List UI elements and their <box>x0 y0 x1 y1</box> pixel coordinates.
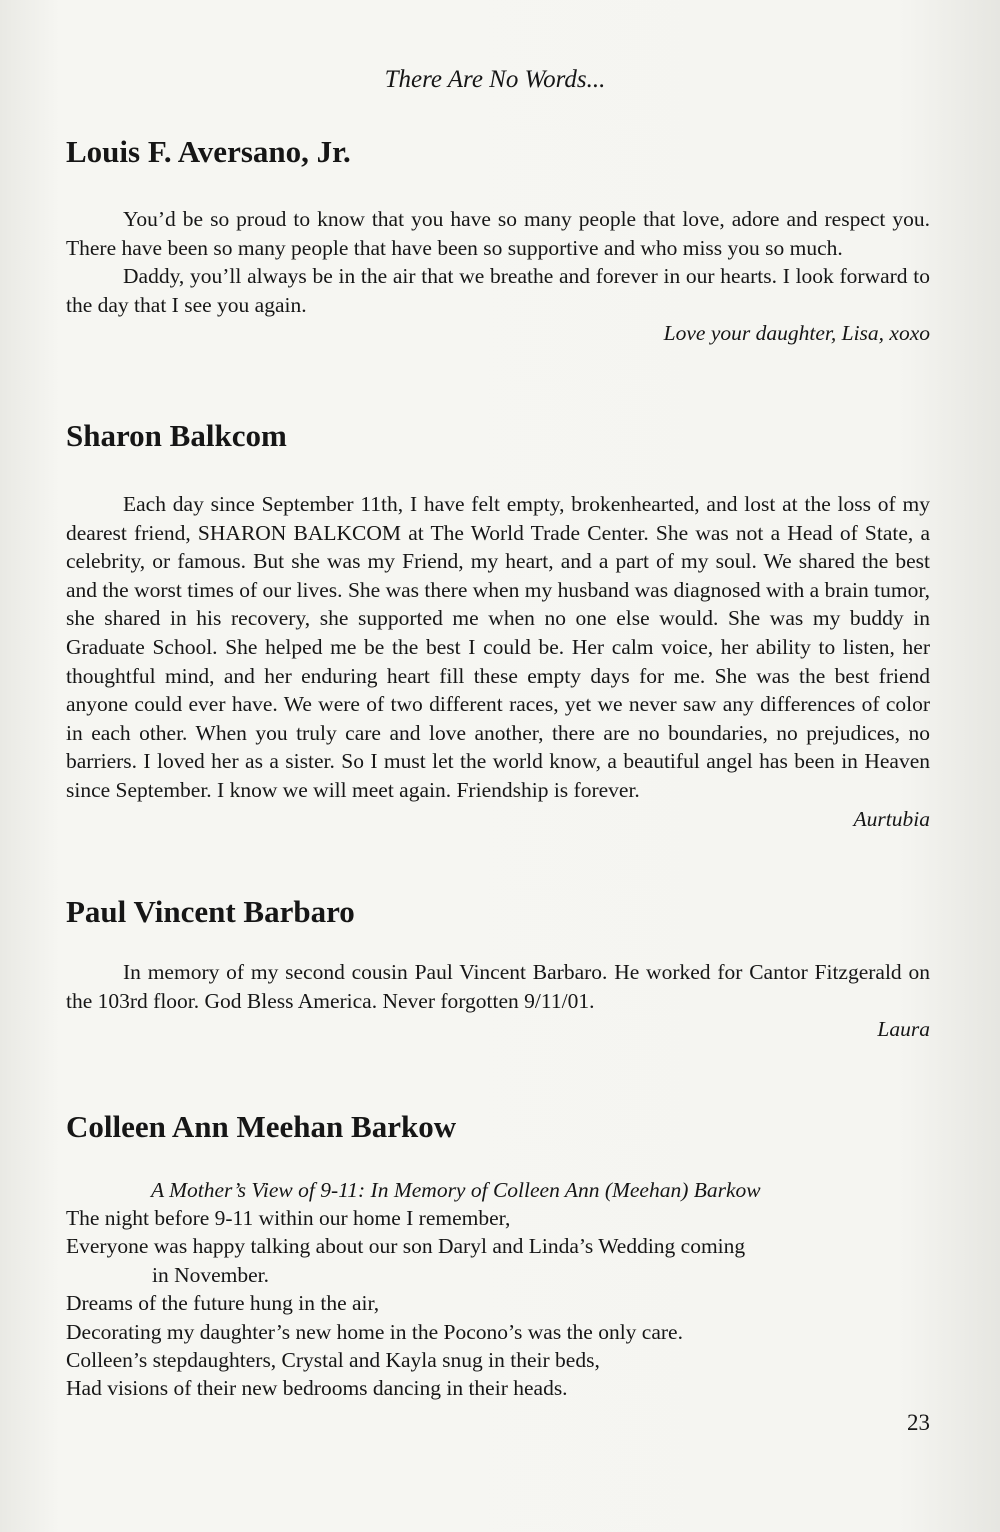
tribute-heading: Colleen Ann Meehan Barkow <box>66 1109 457 1144</box>
poem-line: The night before 9-11 within our home I remember, <box>66 1206 511 1230</box>
tribute-paragraph: In memory of my second cousin Paul Vincent Barbaro. He worked for Cantor Fitzgerald on the 103rd floor. God Bless America. Never forgotten 9/11/01. <box>66 960 930 1013</box>
tribute-aversano <box>66 133 930 347</box>
tribute-heading: Sharon Balkcom <box>66 418 287 453</box>
tribute-heading: Paul Vincent Barbaro <box>66 894 355 929</box>
tribute-barkow <box>66 1108 930 1403</box>
poem-line: Dreams of the future hung in the air, <box>66 1291 380 1316</box>
poem-line: in November. <box>152 1262 270 1287</box>
page-number: 23 <box>907 1410 930 1435</box>
tribute-paragraph: Each day since September 11th, I have felt empty, brokenhearted, and lost at the loss of my dearest friend, SHARON BALKCOM at The World Trade Center. She was not a Head of State, a celebrity, or famous. But she was my Friend, my heart, and a part of my soul. We shared the best and the worst times of our lives. She was there when my husband was diagnosed with a brain tumor, she shared in his recovery, she supported me when no one else would. She was my buddy in Graduate School. She helped me be the best I could be. Her calm voice, her ability to listen, her thoughtful mind, and her enduring heart fill these empty days for me. She was the best friend anyone could ever have. We were of two different races, yet we never saw any differences of color in each other. When you truly care and love another, there are no boundaries, no prejudices, no barriers. I loved her as a sister. So I must let the world know, a beautiful angel has been in Heaven since September. I know we will meet again. Friendship is forever. <box>66 492 930 802</box>
poem-line: Colleen’s stepdaughters, Crystal and Kayla snug in their beds, <box>66 1348 600 1373</box>
poem-line: Decorating my daughter’s new home in the Pocono’s was the only care. <box>66 1319 683 1344</box>
tribute-paragraph: You’d be so proud to know that you have so many people that love, adore and respect you. There have been so many people that have been so supportive and who miss you so much. <box>66 207 930 260</box>
tribute-paragraph: Daddy, you’ll always be in the air that we breathe and forever in our hearts. I look forward to the day that I see you again. <box>66 264 930 317</box>
tribute-signature: Laura <box>877 1017 930 1042</box>
tribute-heading: Louis F. Aversano, Jr. <box>66 134 351 169</box>
poem-line: Had visions of their new bedrooms dancing in their heads. <box>66 1376 568 1401</box>
poem-line: Everyone was happy talking about our son Daryl and Linda’s Wedding coming <box>66 1234 746 1259</box>
tribute-signature: Aurtubia <box>853 806 930 831</box>
tribute-signature: Love your daughter, Lisa, xoxo <box>663 321 930 346</box>
poem-title: A Mother’s View of 9-11: In Memory of Colleen Ann (Meehan) Barkow <box>151 1178 761 1202</box>
tribute-barbaro <box>66 893 930 1043</box>
tribute-balkcom <box>66 417 930 833</box>
running-head: There Are No Words... <box>384 66 606 93</box>
